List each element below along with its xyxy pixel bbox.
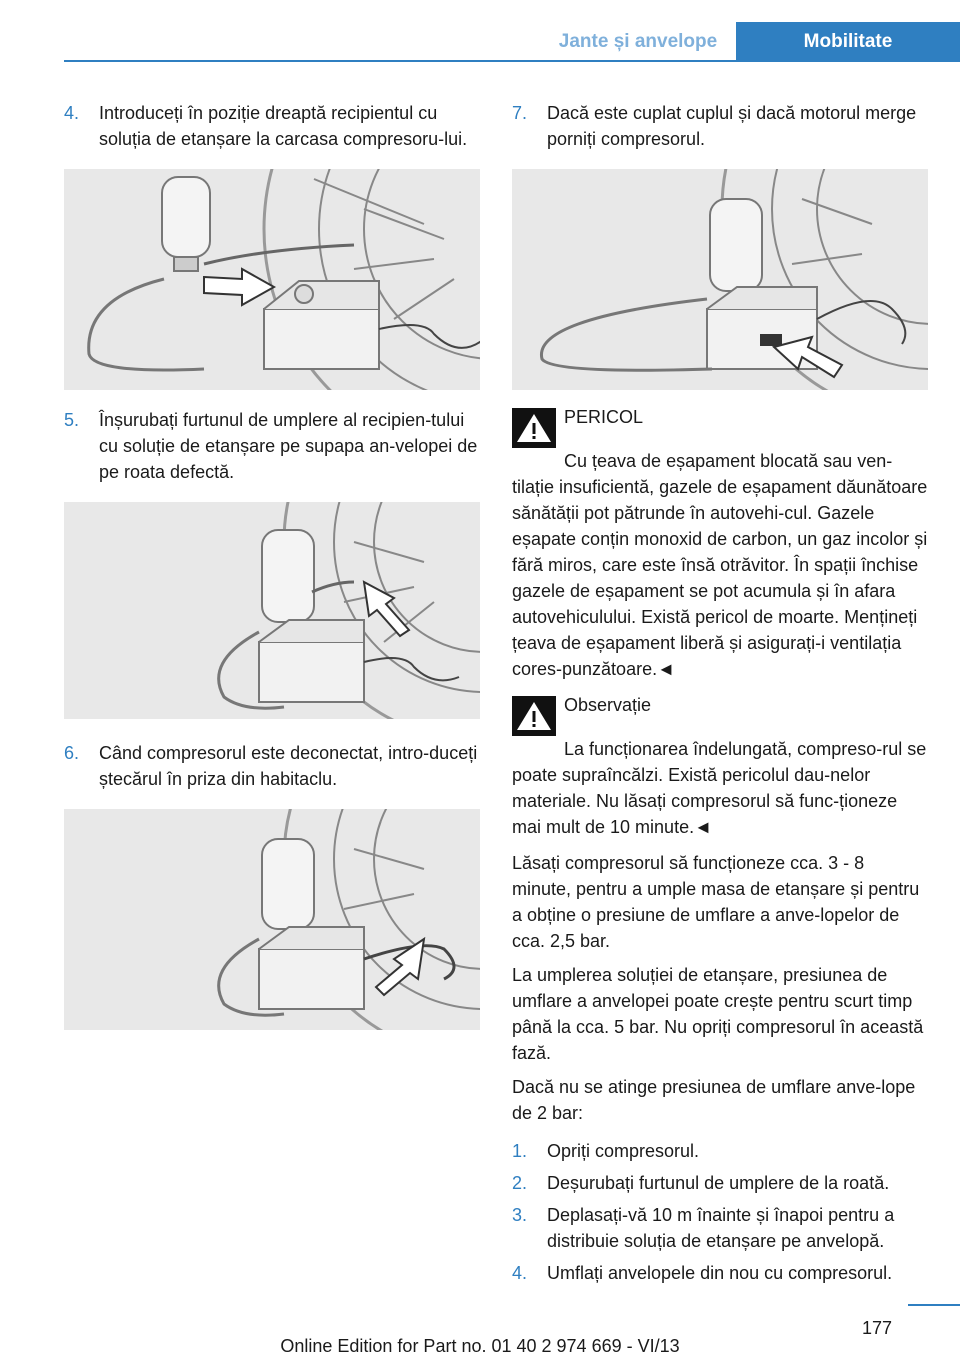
warning-triangle-icon <box>512 404 564 448</box>
right-column <box>512 100 928 1286</box>
danger-warning <box>512 404 928 448</box>
sub-step-1 <box>512 1138 928 1164</box>
step-text: Înșurubați furtunul de umplere al recipien-tului cu soluție de etanșare pe supapa an-velopei de pe roata defectă. <box>99 410 478 482</box>
danger-warning-text: Cu țeava de eșapament blocată sau ven-tilație insuficientă, gazele de eșapament dăunătoare sănătății pot pătrunde în autovehi-cul. Gazele eșapate conțin monoxid de carbon, un gaz incolor și fără miros, care este însă otrăvitor. În spații închise gazele de eșapament se pot acumula și în afara autovehiculului. Există pericol de moarte. Mențineți țeava de eșapament liberă și asigurați-i ventilația cores-punzătoare.◄ <box>512 451 928 679</box>
warning-triangle-icon <box>512 692 564 736</box>
step-number: 2. <box>512 1173 528 1193</box>
header-chapter-tab[interactable]: Mobilitate <box>736 22 960 62</box>
step-number: 7. <box>512 103 528 123</box>
warning-title: PERICOL <box>564 407 644 427</box>
paragraph-condition: Dacă nu se atinge presiunea de umflare anve-lope de 2 bar: <box>512 1077 916 1123</box>
sub-step-2 <box>512 1170 928 1196</box>
footer-rule <box>908 1304 960 1306</box>
figure-screw-hose-valve <box>64 502 480 719</box>
step-number: 3. <box>512 1205 528 1225</box>
step-number: 6. <box>64 743 80 763</box>
figure-plug-socket <box>64 809 480 1030</box>
header-section-label[interactable]: Jante și anvelope <box>558 31 718 52</box>
step-text: Opriți compresorul. <box>547 1141 700 1161</box>
edition-footer: Online Edition for Part no. 01 40 2 974 669 - VI/13 <box>280 1336 680 1356</box>
step-6 <box>64 740 480 792</box>
step-number: 5. <box>64 410 80 430</box>
sub-step-3 <box>512 1202 928 1254</box>
sub-step-4 <box>512 1260 928 1286</box>
note-warning <box>512 692 928 736</box>
note-title: Observație <box>564 695 652 715</box>
page-number: 177 <box>862 1318 893 1338</box>
step-text: Deșurubați furtunul de umplere de la roată. <box>547 1173 890 1193</box>
note-warning-text: La funcționarea îndelungată, compreso-rul se poate supraîncălzi. Există pericolul dau-nelor materiale. Nu lăsați compresorul să func-ționeze mai mult de 10 minute.◄ <box>512 739 927 837</box>
step-number: 1. <box>512 1141 528 1161</box>
step-5 <box>64 407 480 485</box>
figure-start-compressor <box>512 169 928 390</box>
step-text: Când compresorul este deconectat, intro-duceți ștecărul în priza din habitaclu. <box>99 743 478 789</box>
step-4 <box>64 100 480 152</box>
step-text: Introduceți în poziție dreaptă recipientul cu soluția de etanșare la carcasa compresoru-lui. <box>99 103 468 149</box>
figure-insert-canister <box>64 169 480 390</box>
step-number: 4. <box>512 1263 528 1283</box>
step-7 <box>512 100 928 152</box>
left-column <box>64 100 480 1030</box>
step-text: Umflați anvelopele din nou cu compresorul. <box>547 1263 893 1283</box>
step-text: Deplasați-vă 10 m înainte și înapoi pentru a distribuie soluția de etanșare pe anvelopă. <box>547 1205 895 1251</box>
step-text: Dacă este cuplat cuplul și dacă motorul merge porniți compresorul. <box>547 103 917 149</box>
paragraph-duration: Lăsați compresorul să funcționeze cca. 3 - 8 minute, pentru a umple masa de etanșare și pentru a obține o presiune de umflare a anve-lopelor de cca. 2,5 bar. <box>512 853 920 951</box>
step-number: 4. <box>64 103 80 123</box>
paragraph-pressure: La umplerea soluției de etanșare, presiunea de umflare a anvelopei poate crește pentru scurt timp până la cca. 5 bar. Nu opriți compresorul în această fază. <box>512 965 924 1063</box>
